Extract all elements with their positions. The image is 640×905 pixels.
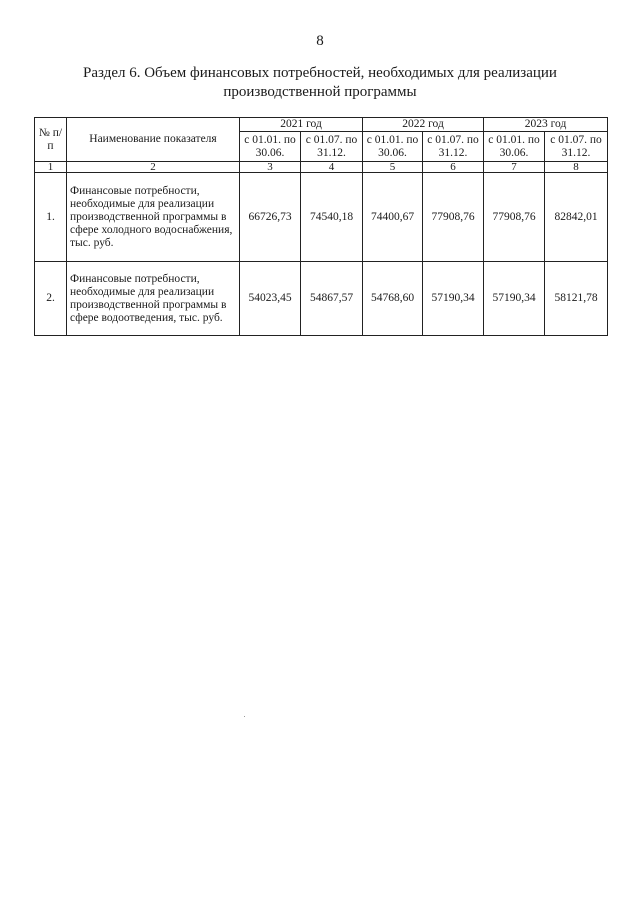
value-cell: 74400,67 (363, 173, 423, 262)
section-title-line-1: Раздел 6. Объем финансовых потребностей, необходимых для реализации (83, 65, 557, 81)
period-header: с 01.07. по 31.12. (545, 132, 608, 162)
period-header: с 01.01. по 30.06. (240, 132, 301, 162)
value-cell: 82842,01 (545, 173, 608, 262)
scan-speck (244, 716, 245, 717)
value-cell: 74540,18 (301, 173, 363, 262)
value-cell: 58121,78 (545, 262, 608, 336)
period-header: с 01.07. по 31.12. (301, 132, 363, 162)
year-header-2023: 2023 год (484, 118, 608, 132)
year-header-2021: 2021 год (240, 118, 363, 132)
column-number: 8 (545, 162, 608, 173)
period-header: с 01.01. по 30.06. (363, 132, 423, 162)
financial-needs-table (34, 117, 608, 336)
col-header-name: Наименование показателя (67, 118, 240, 162)
indicator-name: Финансовые потребности, необходимые для реализации производственной программы в сфере холодного водоснабжения, тыс. руб. (67, 173, 240, 262)
value-cell: 57190,34 (484, 262, 545, 336)
table-row (35, 173, 608, 262)
column-number: 3 (240, 162, 301, 173)
column-number: 4 (301, 162, 363, 173)
value-cell: 77908,76 (423, 173, 484, 262)
value-cell: 54023,45 (240, 262, 301, 336)
period-header: с 01.07. по 31.12. (423, 132, 484, 162)
section-title (60, 64, 580, 102)
column-number: 5 (363, 162, 423, 173)
column-number: 6 (423, 162, 484, 173)
row-number: 2. (35, 262, 67, 336)
value-cell: 54867,57 (301, 262, 363, 336)
period-header: с 01.01. по 30.06. (484, 132, 545, 162)
header-row-years (35, 118, 608, 132)
value-cell: 77908,76 (484, 173, 545, 262)
value-cell: 57190,34 (423, 262, 484, 336)
value-cell: 54768,60 (363, 262, 423, 336)
year-header-2022: 2022 год (363, 118, 484, 132)
column-number: 1 (35, 162, 67, 173)
column-number: 7 (484, 162, 545, 173)
page-number: 8 (316, 33, 324, 49)
column-number: 2 (67, 162, 240, 173)
indicator-name: Финансовые потребности, необходимые для реализации производственной программы в сфере водоотведения, тыс. руб. (67, 262, 240, 336)
row-number: 1. (35, 173, 67, 262)
header-row-column-numbers (35, 162, 608, 173)
table-row (35, 262, 608, 336)
section-title-line-2: производственной программы (223, 84, 417, 100)
value-cell: 66726,73 (240, 173, 301, 262)
col-header-number: № п/п (35, 118, 67, 162)
